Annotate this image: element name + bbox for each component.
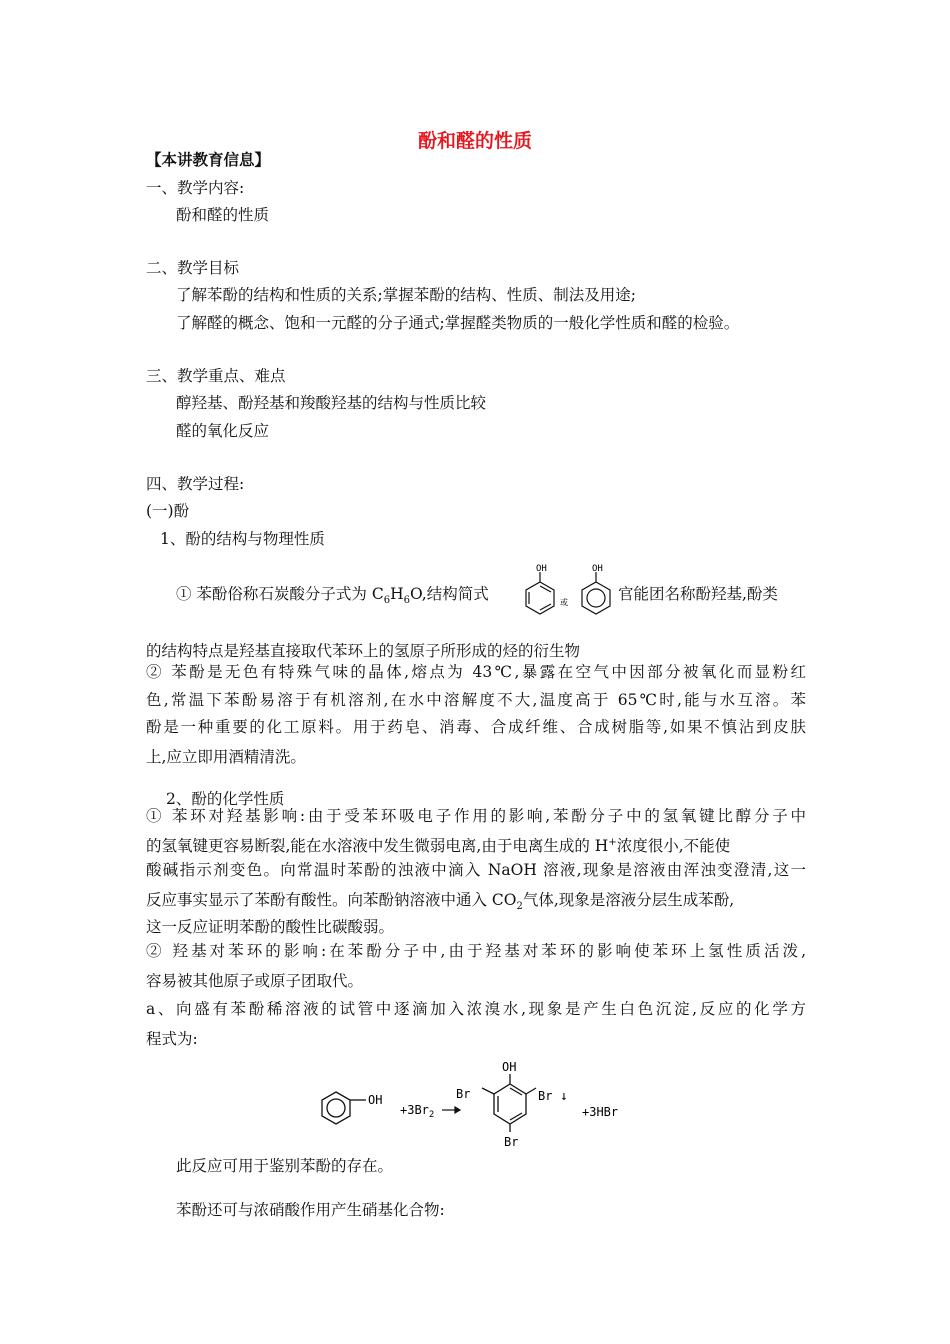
phenol-structure-icons (512, 560, 622, 620)
para-physical-4: 上,应立即用酒精清洗。 (146, 748, 306, 766)
heading-key-points: 三、教学重点、难点 (146, 367, 286, 385)
heading-process: 四、教学过程: (146, 475, 245, 493)
para-chem-1: ① 苯环对羟基影响:由于受苯环吸电子作用的影响,苯酚分子中的氢氧键比醇分子中 (146, 807, 806, 825)
key-point-1: 醇羟基、酚羟基和羧酸羟基的结构与性质比较 (176, 394, 487, 412)
br-bottom-label: Br (504, 1135, 519, 1149)
para-physical-2: 色,常温下苯酚易溶于有机溶剂,在水中溶解度不大,温度高于 65℃时,能与水互溶。苯 (146, 691, 806, 709)
para-structure-feature: 的结构特点是羟基直接取代苯环上的氢原子所形成的烃的衍生物 (146, 642, 581, 660)
oh-product-label: OH (502, 1060, 517, 1074)
para-formula: ① 苯酚俗称石炭酸分子式为 $C_6H_6O$,结构简式 (176, 585, 489, 607)
heading-content: 一、教学内容: (146, 179, 245, 197)
br-left-label: Br (456, 1087, 471, 1101)
para-chem-3: 酸碱指示剂变色。向常温时苯酚的浊液中滴入 NaOH 溶液,现象是溶液由浑浊变澄清,这一 (146, 861, 806, 879)
or-label: 或 (560, 598, 568, 607)
section-header: 【本讲教育信息】 (146, 151, 271, 169)
subsection-phenol: (一)酚 (146, 502, 190, 520)
oh-label-2: OH (592, 564, 603, 574)
para-ring-2: 容易被其他原子或原子团取代。 (146, 972, 364, 990)
goal-line-1: 了解苯酚的结构和性质的关系;掌握苯酚的结构、性质、制法及用途; (176, 286, 636, 304)
para-chem-2: 的氢氧键更容易断裂,能在水溶液中发生微弱电离,由于电离生成的 H+浓度很小,不能使 (146, 836, 731, 855)
para-physical-1: ② 苯酚是无色有特殊气味的晶体,熔点为 43℃,暴露在空气中因部分被氧化而显粉红 (146, 663, 806, 681)
item-structure: 1、酚的结构与物理性质 (160, 530, 325, 548)
goal-line-2: 了解醛的概念、饱和一元醛的分子通式;掌握醛类物质的一般化学性质和醛的检验。 (176, 314, 740, 332)
br-right-label: Br (538, 1089, 553, 1103)
para-bromine-1: a、向盛有苯酚稀溶液的试管中逐滴加入浓溴水,现象是产生白色沉淀,反应的化学方 (146, 1000, 806, 1018)
phenol-circle-icon (582, 572, 610, 614)
bromination-equation (310, 1058, 640, 1154)
para-identify: 此反应可用于鉴别苯酚的存在。 (176, 1157, 394, 1175)
para-nitration: 苯酚还可与浓硝酸作用产生硝基化合物: (176, 1201, 445, 1219)
tribromophenol-product-icon (482, 1074, 536, 1132)
para-chem-5: 这一反应证明苯酚的酸性比碳酸弱。 (146, 918, 395, 936)
para-ring-1: ② 羟基对苯环的影响:在苯酚分子中,由于羟基对苯环的影响使苯环上氢性质活泼, (146, 942, 806, 960)
hbr-label: +3HBr (582, 1105, 619, 1119)
reagent-label: $+3Br_2$ (400, 1103, 435, 1120)
heading-goals: 二、教学目标 (146, 259, 240, 277)
content-line: 酚和醛的性质 (176, 206, 270, 224)
key-point-2: 醛的氧化反应 (176, 422, 270, 440)
precipitate-arrow-label: ↓ (560, 1089, 568, 1104)
para-bromine-2: 程式为: (146, 1030, 198, 1048)
para-physical-3: 酚是一种重要的化工原料。用于药皂、消毒、合成纤维、合成树脂等,如果不慎沾到皮肤 (146, 718, 806, 736)
para-functional-group: 官能团名称酚羟基,酚类 (618, 585, 778, 603)
oh-label: OH (536, 564, 547, 574)
oh-reactant-label: OH (368, 1093, 383, 1107)
arrow-icon (442, 1107, 460, 1113)
phenol-reactant-icon (322, 1092, 366, 1124)
item-chemical: 2、酚的化学性质 (166, 790, 285, 808)
phenol-kekule-icon (526, 572, 554, 614)
page-title: 酚和醛的性质 (417, 130, 532, 152)
para-chem-4: 反应事实显示了苯酚有酸性。向苯酚钠溶液中通入 $CO_2$气体,现象是溶液分层生成苯酚, (146, 891, 735, 913)
